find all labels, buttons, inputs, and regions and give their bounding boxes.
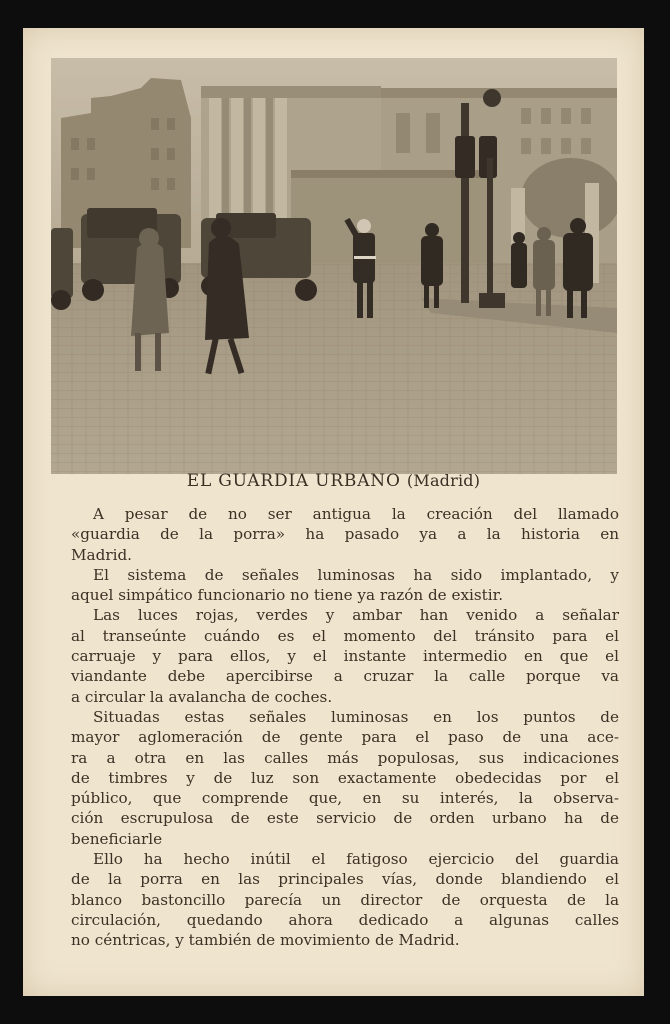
text-line: no céntricas, y también de movimiento de Madrid. xyxy=(71,931,460,950)
paragraph xyxy=(71,849,619,950)
paragraph xyxy=(71,565,619,606)
body-text xyxy=(71,504,619,951)
text-line: El sistema de señales luminosas ha sido implantado, y xyxy=(93,565,619,584)
text-line: a circular la avalancha de coches. xyxy=(71,687,333,706)
text-line: viandante debe apercibirse a cruzar la calle porque va xyxy=(71,667,619,686)
text-line: carruaje y para ellos, y el instante intermedio en que el xyxy=(71,647,619,666)
paragraph xyxy=(71,504,619,565)
text-line: Situadas estas señales luminosas en los puntos de xyxy=(93,707,619,726)
text-line: «guardia de la porra» ha pasado ya a la historia en xyxy=(71,525,619,544)
text-line: ción escrupulosa de este servicio de orden urbano ha de xyxy=(71,809,619,828)
text-line: de la porra en las principales vías, donde blandiendo el xyxy=(71,870,619,889)
title-location: (Madrid) xyxy=(406,471,481,490)
text-line: circulación, quedando ahora dedicado a algunas calles xyxy=(71,910,619,929)
text-line: de timbres y de luz son exactamente obedecidas por el xyxy=(71,768,619,787)
text-line: ra a otra en las calles más populosas, sus indicaciones xyxy=(71,748,619,767)
paragraph xyxy=(71,707,619,849)
text-line: A pesar de no ser antigua la creación del llamado xyxy=(93,505,619,523)
text-line: Ello ha hecho inútil el fatigoso ejercicio del guardia xyxy=(93,850,619,869)
text-line: Las luces rojas, verdes y ambar han venido a señalar xyxy=(93,606,619,625)
caption-title xyxy=(23,471,644,491)
text-line: beneficiarle xyxy=(71,829,163,848)
text-line: Madrid. xyxy=(71,545,132,564)
street-scene-illustration xyxy=(51,58,617,474)
text-line: blanco bastoncillo parecía un director de orquesta de la xyxy=(71,890,619,909)
paragraph xyxy=(71,605,619,706)
postcard xyxy=(23,28,644,996)
text-line: público, que comprende que, en su interés, la observa- xyxy=(71,789,619,808)
text-line: al transeúnte cuándo es el momento del tránsito para el xyxy=(71,626,619,645)
text-line: aquel simpático funcionario no tiene ya razón de existir. xyxy=(71,586,504,605)
title-text: EL GUARDIA URBANO xyxy=(186,471,401,491)
text-line: mayor aglomeración de gente para el paso de una ace- xyxy=(71,728,619,747)
street-photograph xyxy=(51,58,617,474)
